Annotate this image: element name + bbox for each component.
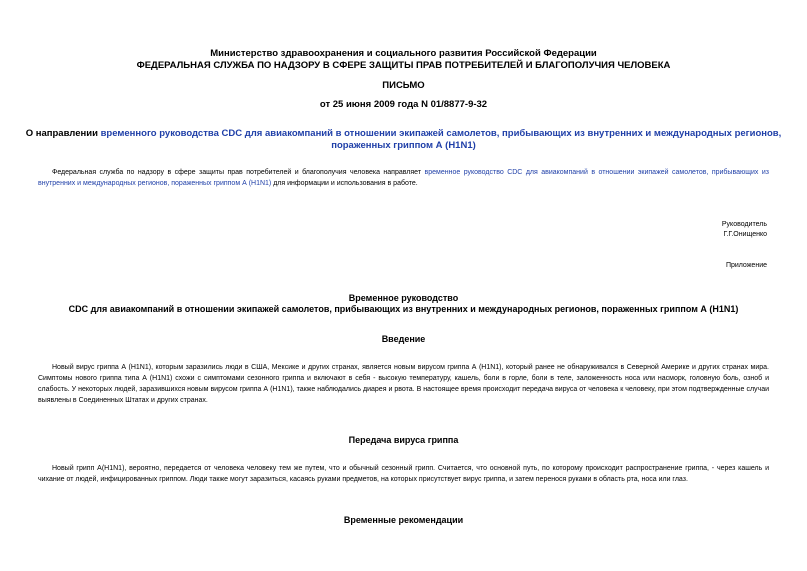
service-title: ФЕДЕРАЛЬНАЯ СЛУЖБА ПО НАДЗОРУ В СФЕРЕ ЗАЩИТЫ ПРАВ ПОТРЕБИТЕЛЕЙ И БЛАГОПОЛУЧИЯ ЧЕЛОВЕКА [136,60,671,71]
document-type: ПИСЬМО [382,80,425,91]
signature-name: Г.Г.Онищенко [723,231,767,238]
document-date-number: от 25 июня 2009 года N 01/8877-9-32 [319,99,488,110]
section-text-transmission: Новый грипп А(H1N1), вероятно, передается от человека человеку тем же путем, что и обычный сезонный грипп. Считается, что основной путь, по которому происходит распространение гриппа, - через кашель и чихание от людей, инфицированных гриппом. Люди также могут заразиться, касаясь руками предметов, на которых присутствует вирус гриппа, и затем перенося руками в область рта, носа или глаз. [38,465,769,483]
ministry-title: Министерство здравоохранения и социального развития Российской Федерации [210,48,597,59]
guide-title: Временное руководство [348,293,459,303]
section-heading-introduction: Введение [381,334,426,344]
intro-text-end: для информации и использования в работе. [271,180,418,187]
intro-paragraph [38,167,769,189]
section-text-introduction: Новый вирус гриппа А (H1N1), которым заразились люди в США, Мексике и других странах, является новым вирусом гриппа А (H1N1), который ранее не обнаруживался в Северной Америке и других странах мира. Симптомы нового гриппа типа А (H1N1) схожи с симптомами сезонного гриппа и включают в себя - высокую температуру, кашель, боли в горле, боли в теле, заложенность носа или насморк, головную боль, озноб и слабость. У некоторых людей, заразившихся новым вирусом гриппа А (H1N1), также наблюдались диарея и рвота. В настоящее время происходит передача вируса от человека к человеку, при этом подтвержденные случаи выявлены в Соединенных Штатах и других странах. [38,364,769,404]
subject-link-line-2[interactable]: пораженных гриппом А (H1N1) [331,140,476,151]
subject-link[interactable]: временного руководства CDC для авиакомпаний в отношении экипажей самолетов, прибывающих из внутренних и международных регионов, [100,128,782,139]
subject-prefix: О направлении [25,128,101,139]
attachment-label: Приложение [725,262,767,269]
signature-role: Руководитель [721,221,767,228]
subject-line-1 [0,128,807,139]
section-heading-recommendations: Временные рекомендации [343,515,464,525]
intro-text: Федеральная служба по надзору в сфере защиты прав потребителей и благополучия человека направляет [52,169,425,176]
guide-subtitle: CDC для авиакомпаний в отношении экипажей самолетов, прибывающих из внутренних и международных регионов, пораженных гриппом А (H1N1) [68,304,739,314]
intro-link[interactable]: временное руководство CDC для авиакомпаний в отношении экипажей самолетов, прибывающих из внутренних и международных регионов, пораженных гриппом А (H1N1) [38,169,769,187]
section-heading-transmission: Передача вируса гриппа [348,435,459,445]
